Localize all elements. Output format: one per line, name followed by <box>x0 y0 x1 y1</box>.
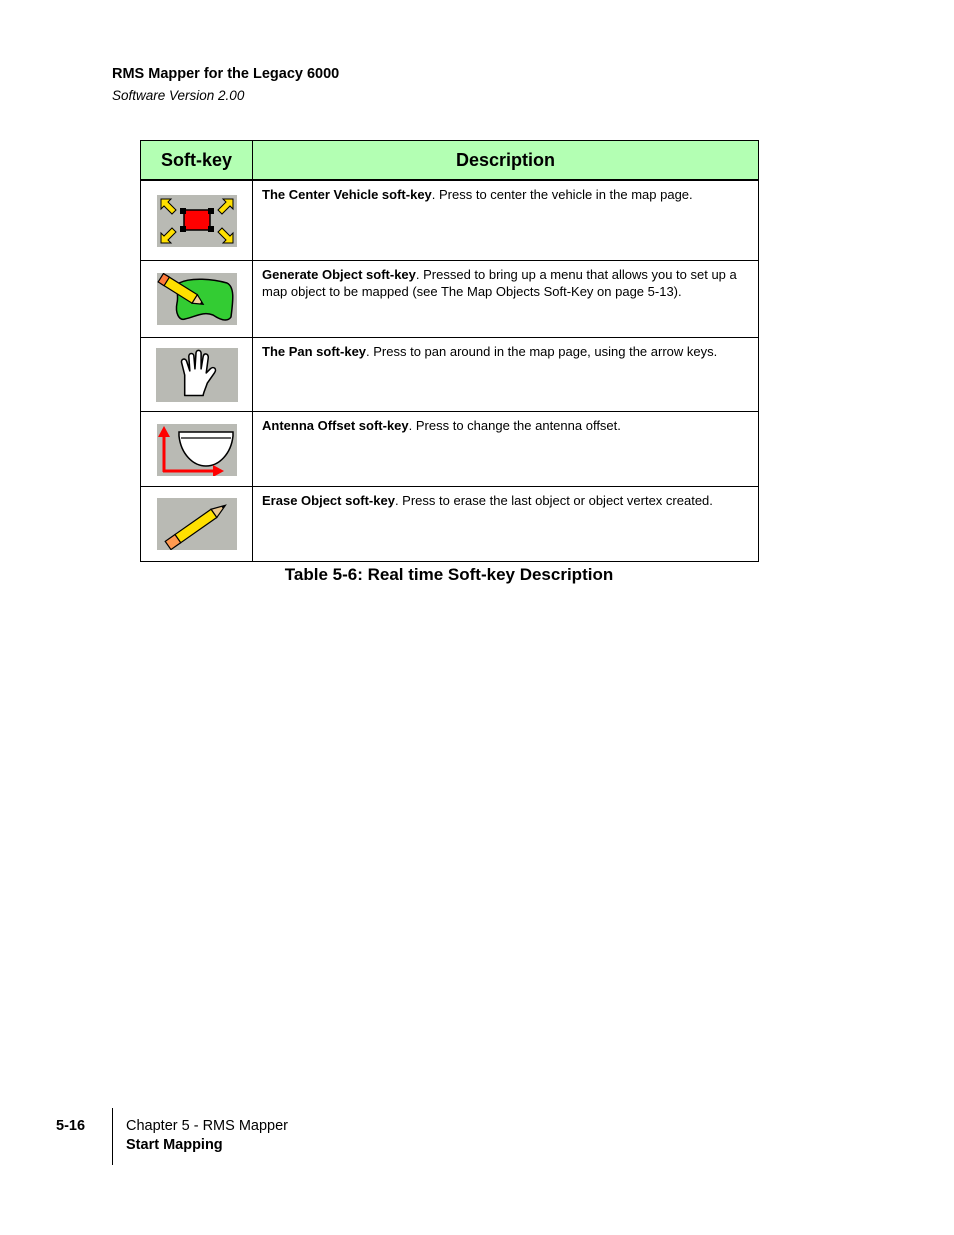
softkey-table <box>140 140 759 562</box>
softkey-name: The Center Vehicle soft-key <box>262 187 432 202</box>
softkey-name: Generate Object soft-key <box>262 266 416 282</box>
description-cell <box>253 337 759 411</box>
pan-hand-icon <box>156 348 238 402</box>
softkey-cell <box>141 411 253 486</box>
table-header-row <box>141 141 759 181</box>
footer-section: Start Mapping <box>126 1137 223 1153</box>
softkey-description: . Pressed to bring up a menu that allows you to set up a map object to be mapped (see The Map Objects Soft-Key on page 5-13). <box>262 266 737 299</box>
column-header-softkey: Soft-key <box>141 141 253 181</box>
footer-divider <box>112 1108 113 1165</box>
running-header-title: RMS Mapper for the Legacy 6000 <box>112 66 340 82</box>
running-header-version: Software Version 2.00 <box>112 88 245 103</box>
antenna-offset-icon <box>157 424 237 476</box>
table-row <box>141 486 759 561</box>
table-row <box>141 260 759 337</box>
center-vehicle-icon <box>157 195 237 247</box>
footer-chapter: Chapter 5 - RMS Mapper <box>126 1118 288 1134</box>
softkey-description: . Press to center the vehicle in the map page. <box>431 187 693 202</box>
softkey-description: . Press to change the antenna offset. <box>408 417 621 433</box>
table-row <box>141 180 759 260</box>
description-cell <box>253 411 759 486</box>
table-caption: Table 5-6: Real time Soft-key Description <box>284 565 614 584</box>
softkey-name: Antenna Offset soft-key <box>262 417 409 433</box>
description-cell <box>253 486 759 561</box>
softkey-name: The Pan soft-key <box>262 343 367 359</box>
table-row <box>141 337 759 411</box>
softkey-cell <box>141 180 253 260</box>
table-row <box>141 411 759 486</box>
softkey-name: Erase Object soft-key <box>262 492 395 508</box>
column-header-description: Description <box>253 141 759 181</box>
softkey-cell <box>141 260 253 337</box>
description-cell <box>253 260 759 337</box>
softkey-cell <box>141 337 253 411</box>
softkey-cell <box>141 486 253 561</box>
description-cell <box>253 180 759 260</box>
erase-object-icon <box>157 498 237 550</box>
softkey-description: . Press to pan around in the map page, using the arrow keys. <box>366 343 718 359</box>
softkey-description: . Press to erase the last object or object vertex created. <box>394 492 713 508</box>
generate-object-icon <box>157 273 237 325</box>
page-number: 5-16 <box>56 1118 86 1134</box>
